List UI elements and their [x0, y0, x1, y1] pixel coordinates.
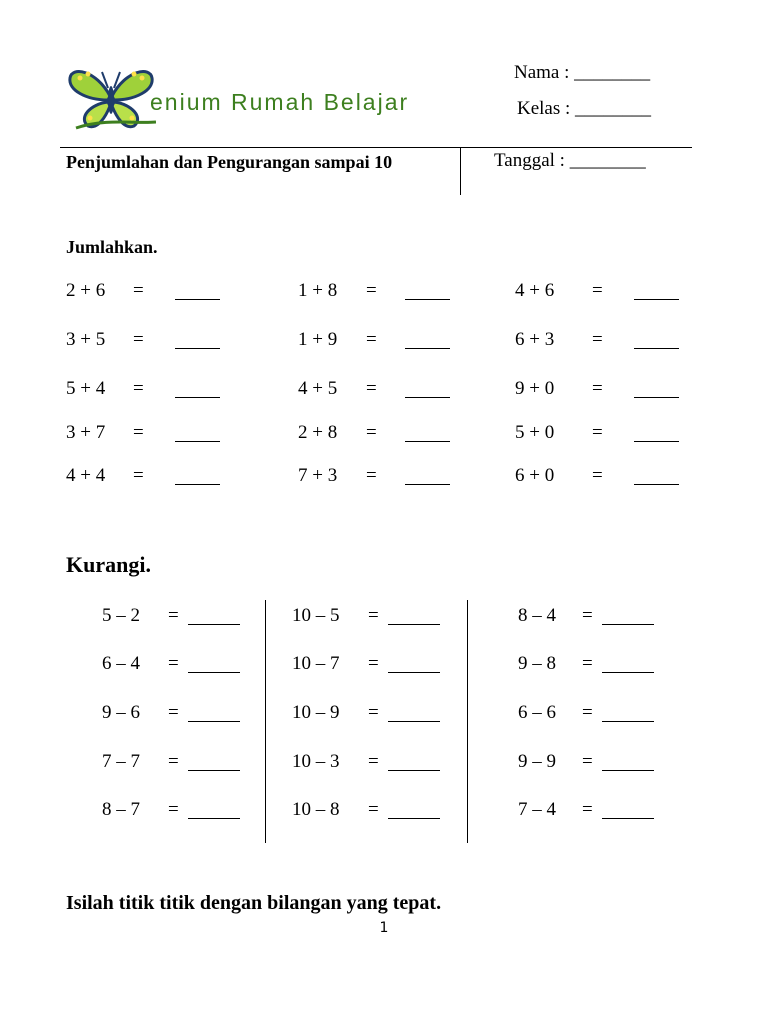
class-field: Kelas : ________: [517, 98, 652, 119]
subtraction-expression: 6 – 6: [518, 702, 556, 723]
equals-sign: =: [133, 329, 144, 350]
addition-problem: [66, 420, 224, 446]
fill-in-heading: Isilah titik titik dengan bilangan yang tepat.: [66, 892, 442, 914]
addition-expression: 5 + 0: [515, 422, 555, 443]
addition-heading: Jumlahkan.: [66, 237, 158, 257]
subtraction-expression: 9 – 6: [102, 702, 140, 723]
equals-sign: =: [168, 605, 179, 626]
name-field: Nama : ________: [514, 62, 651, 83]
equals-sign: =: [366, 378, 377, 399]
addition-problem: [515, 420, 683, 446]
addition-problem: [66, 463, 224, 489]
answer-blank[interactable]: [602, 672, 654, 673]
subtraction-problem: [518, 700, 658, 726]
column-divider: [467, 600, 468, 843]
subtraction-problem: [102, 700, 244, 726]
equals-sign: =: [133, 378, 144, 399]
answer-blank[interactable]: [602, 624, 654, 625]
subtraction-problem: [292, 749, 444, 775]
answer-blank[interactable]: [405, 348, 450, 349]
equals-sign: =: [582, 702, 593, 723]
equals-sign: =: [368, 799, 379, 820]
brand-name: enium Rumah Belajar: [150, 89, 410, 115]
answer-blank[interactable]: [405, 484, 450, 485]
addition-expression: 1 + 8: [298, 280, 338, 301]
addition-expression: 3 + 5: [66, 329, 106, 350]
addition-problem: [298, 376, 454, 402]
answer-blank[interactable]: [405, 441, 450, 442]
equals-sign: =: [168, 799, 179, 820]
equals-sign: =: [592, 378, 603, 399]
subtraction-problem: [292, 651, 444, 677]
addition-problem: [298, 420, 454, 446]
subtraction-problem: [102, 603, 244, 629]
subtraction-problem: [518, 749, 658, 775]
addition-expression: 6 + 3: [515, 329, 555, 350]
subtraction-expression: 10 – 9: [292, 702, 340, 723]
subtraction-problem: [518, 603, 658, 629]
subtraction-problem: [292, 603, 444, 629]
equals-sign: =: [366, 465, 377, 486]
equals-sign: =: [368, 653, 379, 674]
answer-blank[interactable]: [188, 624, 240, 625]
subtraction-heading: Kurangi.: [66, 552, 151, 577]
addition-expression: 4 + 4: [66, 465, 106, 486]
subtraction-expression: 10 – 7: [292, 653, 340, 674]
answer-blank[interactable]: [634, 299, 679, 300]
equals-sign: =: [592, 280, 603, 301]
equals-sign: =: [592, 422, 603, 443]
subtraction-problem: [518, 651, 658, 677]
equals-sign: =: [168, 751, 179, 772]
subtraction-expression: 10 – 5: [292, 605, 340, 626]
answer-blank[interactable]: [175, 397, 220, 398]
addition-problem: [66, 327, 224, 353]
equals-sign: =: [133, 422, 144, 443]
addition-problem: [66, 278, 224, 304]
addition-problem: [515, 463, 683, 489]
answer-blank[interactable]: [175, 299, 220, 300]
answer-blank[interactable]: [388, 672, 440, 673]
subtraction-expression: 9 – 9: [518, 751, 556, 772]
answer-blank[interactable]: [634, 441, 679, 442]
answer-blank[interactable]: [602, 721, 654, 722]
equals-sign: =: [366, 422, 377, 443]
answer-blank[interactable]: [405, 397, 450, 398]
equals-sign: =: [133, 465, 144, 486]
addition-problem: [515, 327, 683, 353]
equals-sign: =: [368, 751, 379, 772]
equals-sign: =: [582, 799, 593, 820]
answer-blank[interactable]: [188, 818, 240, 819]
worksheet-title: Penjumlahan dan Pengurangan sampai 10: [66, 152, 393, 172]
subtraction-expression: 8 – 7: [102, 799, 140, 820]
answer-blank[interactable]: [388, 770, 440, 771]
subtraction-expression: 9 – 8: [518, 653, 556, 674]
addition-expression: 7 + 3: [298, 465, 338, 486]
addition-expression: 6 + 0: [515, 465, 555, 486]
subtraction-expression: 10 – 8: [292, 799, 340, 820]
addition-problem: [298, 327, 454, 353]
subtraction-problem: [292, 700, 444, 726]
page-number: 1: [379, 920, 389, 936]
answer-blank[interactable]: [188, 672, 240, 673]
subtraction-expression: 6 – 4: [102, 653, 140, 674]
subtraction-problem: [518, 797, 658, 823]
subtraction-expression: 7 – 4: [518, 799, 556, 820]
addition-expression: 3 + 7: [66, 422, 106, 443]
equals-sign: =: [168, 702, 179, 723]
subtraction-expression: 8 – 4: [518, 605, 556, 626]
equals-sign: =: [582, 605, 593, 626]
answer-blank[interactable]: [175, 484, 220, 485]
subtraction-expression: 5 – 2: [102, 605, 140, 626]
subtraction-problem: [102, 797, 244, 823]
equals-sign: =: [368, 605, 379, 626]
answer-blank[interactable]: [602, 770, 654, 771]
answer-blank[interactable]: [175, 348, 220, 349]
addition-expression: 2 + 6: [66, 280, 106, 301]
addition-expression: 4 + 5: [298, 378, 338, 399]
answer-blank[interactable]: [188, 770, 240, 771]
equals-sign: =: [582, 653, 593, 674]
header-divider: [60, 147, 692, 148]
answer-blank[interactable]: [388, 721, 440, 722]
answer-blank[interactable]: [175, 441, 220, 442]
equals-sign: =: [592, 329, 603, 350]
equals-sign: =: [592, 465, 603, 486]
answer-blank[interactable]: [634, 484, 679, 485]
addition-expression: 4 + 6: [515, 280, 555, 301]
subtraction-expression: 7 – 7: [102, 751, 140, 772]
header-vertical-divider: [460, 148, 461, 195]
answer-blank[interactable]: [634, 348, 679, 349]
addition-problem: [66, 376, 224, 402]
equals-sign: =: [366, 280, 377, 301]
addition-expression: 2 + 8: [298, 422, 338, 443]
equals-sign: =: [133, 280, 144, 301]
subtraction-expression: 10 – 3: [292, 751, 340, 772]
addition-expression: 1 + 9: [298, 329, 338, 350]
addition-problem: [298, 463, 454, 489]
column-divider: [265, 600, 266, 843]
answer-blank[interactable]: [188, 721, 240, 722]
addition-problem: [298, 278, 454, 304]
subtraction-problem: [102, 749, 244, 775]
addition-expression: 5 + 4: [66, 378, 106, 399]
date-field: Tanggal : ________: [494, 150, 646, 171]
butterfly-logo-icon: [66, 66, 156, 130]
equals-sign: =: [582, 751, 593, 772]
subtraction-problem: [292, 797, 444, 823]
answer-blank[interactable]: [388, 624, 440, 625]
answer-blank[interactable]: [634, 397, 679, 398]
addition-problem: [515, 278, 683, 304]
subtraction-problem: [102, 651, 244, 677]
answer-blank[interactable]: [388, 818, 440, 819]
addition-problem: [515, 376, 683, 402]
equals-sign: =: [168, 653, 179, 674]
equals-sign: =: [368, 702, 379, 723]
answer-blank[interactable]: [405, 299, 450, 300]
equals-sign: =: [366, 329, 377, 350]
answer-blank[interactable]: [602, 818, 654, 819]
addition-expression: 9 + 0: [515, 378, 555, 399]
